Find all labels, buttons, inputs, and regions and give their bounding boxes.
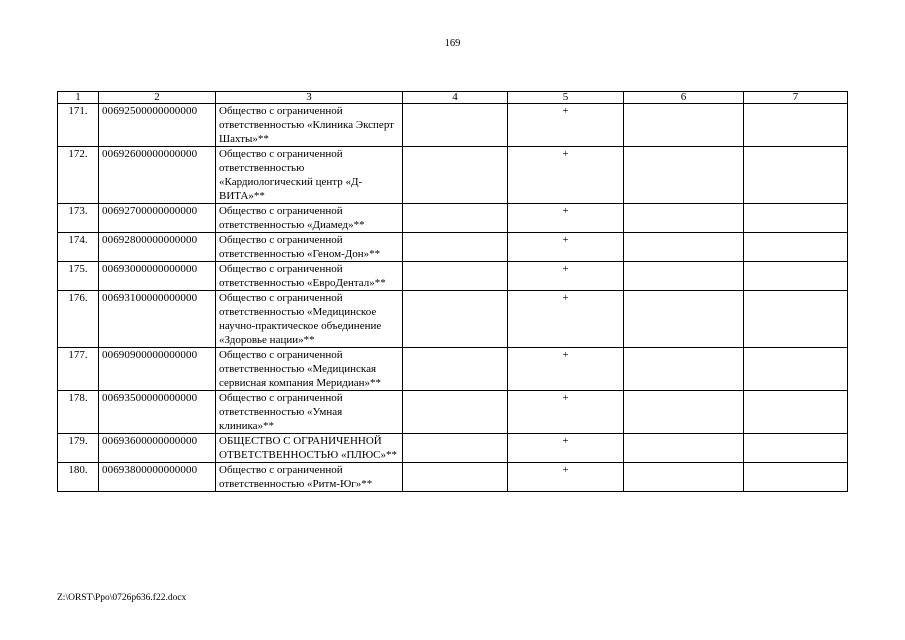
cell-col-6	[624, 434, 744, 463]
column-header-6: 6	[624, 92, 744, 104]
file-path-footer: Z:\ORST\Ppo\0726p636.f22.docx	[57, 593, 187, 603]
cell-col-7	[744, 262, 848, 291]
cell-col-5: +	[508, 434, 624, 463]
table-row	[58, 463, 848, 492]
cell-col-7	[744, 463, 848, 492]
registry-code: 00693100000000000	[99, 291, 216, 348]
cell-col-4	[403, 391, 508, 434]
organization-name: Общество с ограниченной ответственностью «Умная клиника»**	[216, 391, 403, 434]
cell-col-6	[624, 104, 744, 147]
registry-code: 00692700000000000	[99, 204, 216, 233]
organization-name: Общество с ограниченной ответственностью «Клиника Эксперт Шахты»**	[216, 104, 403, 147]
table-row	[58, 348, 848, 391]
column-header-3: 3	[216, 92, 403, 104]
column-header-2: 2	[99, 92, 216, 104]
cell-col-4	[403, 434, 508, 463]
row-number: 178.	[58, 391, 99, 434]
cell-col-7	[744, 291, 848, 348]
cell-col-5: +	[508, 463, 624, 492]
row-number: 173.	[58, 204, 99, 233]
cell-col-4	[403, 204, 508, 233]
registry-code: 00693800000000000	[99, 463, 216, 492]
cell-col-7	[744, 233, 848, 262]
organization-name: ОБЩЕСТВО С ОГРАНИЧЕННОЙ ОТВЕТСТВЕННОСТЬЮ «ПЛЮС»**	[216, 434, 403, 463]
cell-col-7	[744, 104, 848, 147]
cell-col-4	[403, 348, 508, 391]
row-number: 174.	[58, 233, 99, 262]
registry-code: 00693600000000000	[99, 434, 216, 463]
table-row	[58, 104, 848, 147]
cell-col-5: +	[508, 391, 624, 434]
column-header-7: 7	[744, 92, 848, 104]
organization-name: Общество с ограниченной ответственностью «ЕвроДентал»**	[216, 262, 403, 291]
cell-col-5: +	[508, 233, 624, 262]
row-number: 179.	[58, 434, 99, 463]
row-number: 172.	[58, 147, 99, 204]
cell-col-6	[624, 233, 744, 262]
registry-table	[57, 91, 848, 492]
cell-col-4	[403, 291, 508, 348]
registry-code: 00692600000000000	[99, 147, 216, 204]
page-number: 169	[444, 38, 461, 49]
cell-col-4	[403, 262, 508, 291]
organization-name: Общество с ограниченной ответственностью «Медицинское научно-практическое объединение «Здоровье нации»**	[216, 291, 403, 348]
registry-code: 00692800000000000	[99, 233, 216, 262]
cell-col-7	[744, 147, 848, 204]
cell-col-7	[744, 434, 848, 463]
cell-col-6	[624, 391, 744, 434]
table-row	[58, 262, 848, 291]
column-header-1: 1	[58, 92, 99, 104]
organization-name: Общество с ограниченной ответственностью «Медицинская сервисная компания Меридиан»**	[216, 348, 403, 391]
row-number: 180.	[58, 463, 99, 492]
row-number: 176.	[58, 291, 99, 348]
table-row	[58, 291, 848, 348]
table-row	[58, 204, 848, 233]
cell-col-5: +	[508, 291, 624, 348]
row-number: 175.	[58, 262, 99, 291]
table-row	[58, 147, 848, 204]
cell-col-4	[403, 147, 508, 204]
cell-col-4	[403, 104, 508, 147]
cell-col-4	[403, 233, 508, 262]
registry-code: 00692500000000000	[99, 104, 216, 147]
table-row	[58, 434, 848, 463]
cell-col-6	[624, 262, 744, 291]
organization-name: Общество с ограниченной ответственностью «Кардиологический центр «Д-ВИТА»**	[216, 147, 403, 204]
column-header-4: 4	[403, 92, 508, 104]
cell-col-6	[624, 348, 744, 391]
cell-col-7	[744, 204, 848, 233]
cell-col-7	[744, 348, 848, 391]
organization-name: Общество с ограниченной ответственностью «Диамед»**	[216, 204, 403, 233]
organization-name: Общество с ограниченной ответственностью «Ритм-Юг»**	[216, 463, 403, 492]
cell-col-6	[624, 147, 744, 204]
table-row	[58, 391, 848, 434]
cell-col-4	[403, 463, 508, 492]
cell-col-6	[624, 463, 744, 492]
table-row	[58, 233, 848, 262]
registry-code: 00693500000000000	[99, 391, 216, 434]
row-number: 177.	[58, 348, 99, 391]
cell-col-7	[744, 391, 848, 434]
header-row	[58, 92, 848, 104]
cell-col-5: +	[508, 204, 624, 233]
cell-col-5: +	[508, 147, 624, 204]
column-header-5: 5	[508, 92, 624, 104]
cell-col-6	[624, 204, 744, 233]
registry-code: 00690900000000000	[99, 348, 216, 391]
registry-code: 00693000000000000	[99, 262, 216, 291]
organization-name: Общество с ограниченной ответственностью «Геном-Дон»**	[216, 233, 403, 262]
cell-col-6	[624, 291, 744, 348]
cell-col-5: +	[508, 348, 624, 391]
row-number: 171.	[58, 104, 99, 147]
cell-col-5: +	[508, 104, 624, 147]
cell-col-5: +	[508, 262, 624, 291]
